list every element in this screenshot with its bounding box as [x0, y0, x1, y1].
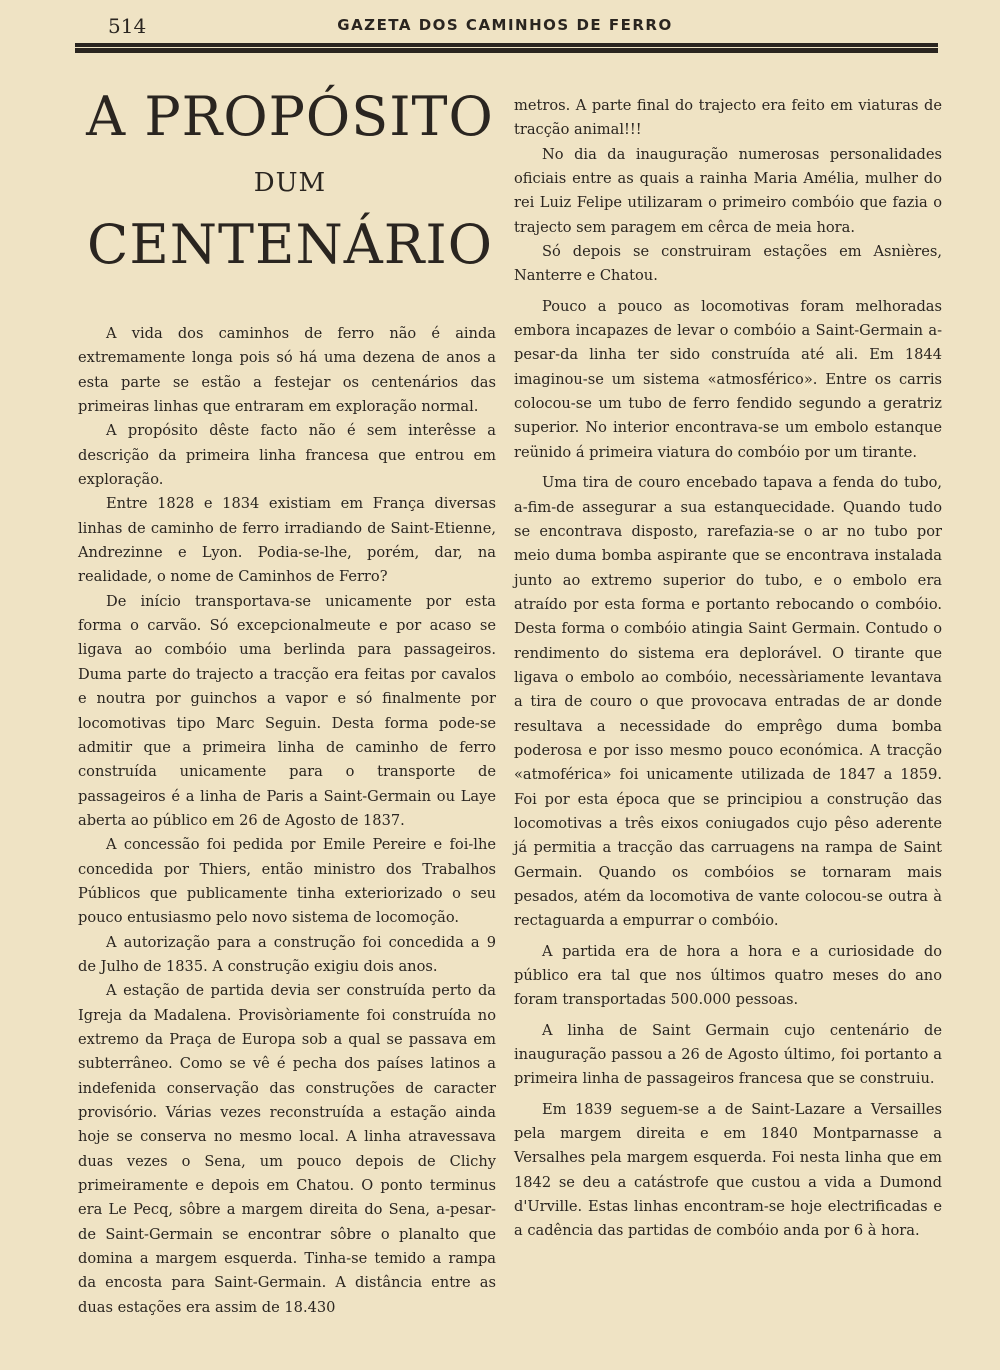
title-line-1: A PROPÓSITO	[86, 85, 494, 148]
paragraph: Em 1839 seguem-se a de Saint-Lazare a Versailles pela margem direita e em 1840 Montparnasse a Versalhes pela margem esquerda. Foi nesta linha que em 1842 se deu a catástrofe que custou a vida a Dumond d'Urville. Estas linhas encontram-se hoje electrificadas e a cadência das partidas de combóio anda por 6 à hora.	[514, 1100, 942, 1240]
paragraph: Uma tira de couro encebado tapava a fenda do tubo, a-fim-de assegurar a sua estanquecidade. Quando tudo se encontrava disposto, rarefazia-se o ar no tubo por meio duma bomba aspirante que se encontrava instalada junto ao extremo superior do tubo, e o embolo era atraído por esta forma e portanto rebocando o combóio. Desta forma o combóio atingia Saint Germain. Contudo o rendimento do sistema era deplorável. O tirante que ligava o embolo ao combóio, necessàriamente levantava a tira de couro o que provocava entradas de ar donde resultava a necessidade do emprêgo duma bomba poderosa e por isso mesmo pouco económica. A tracção «atmoférica» foi unicamente utilizada de 1847 a 1859. Foi por esta época que se principiou a construção das locomotivas a três eixos coniugados cujo pêso aderente já permitia a tracção das carruagens na rampa de Saint Germain. Quando os combóios se tornaram mais pesados, atém da locomotiva de vante colocou-se outra à rectaguarda a empurrar o combóio.	[514, 474, 942, 930]
paragraph: A concessão foi pedida por Emile Pereire e foi-lhe concedida por Thiers, então ministro dos Trabalhos Públicos que publicamente tinha exteriorizado o seu pouco entusiasmo pelo novo sistema de locomoção.	[78, 836, 496, 927]
paragraph: A linha de Saint Germain cujo centenário de inauguração passou a 26 de Agosto último, foi portanto a primeira linha de passageiros francesa que se construiu.	[514, 1021, 942, 1088]
page-header	[70, 12, 940, 42]
header-rule-thin	[75, 43, 938, 47]
paragraph: Entre 1828 e 1834 existiam em França diversas linhas de caminho de ferro irradiando de Saint-Etienne, Andrezinne e Lyon. Podia-se-lhe, porém, dar, na realidade, o nome de Caminhos de Ferro?	[78, 495, 496, 586]
paragraph: Pouco a pouco as locomotivas foram melhoradas embora incapazes de levar o combóio a Saint-Germain a-pesar-da linha ter sido construída até ali. Em 1844 imaginou-se um sistema «atmosférico». Entre os carris colocou-se um tubo de ferro fendido segundo a geratriz superior. No interior encontrava-se um embolo estanque reünido á primeira viatura do combóio por um tirante.	[514, 297, 942, 461]
paragraph: A estação de partida devia ser construída perto da Igreja da Madalena. Provisòriamente foi construída no extremo da Praça de Europa sob a qual se passava em subterrâneo. Como se vê é pecha dos países latinos a indefenida conservação das construções de caracter provisório. Várias vezes reconstruída a estação ainda hoje se conserva no mesmo local. A linha atravessava duas vezes o Sena, um pouco depois de Clichy primeiramente e depois em Chatou. O ponto terminus era Le Pecq, sôbre a margem direita do Sena, a-pesar-de Saint-Germain se encontrar sôbre o planalto que domina a margem esquerda. Tinha-se temido a rampa da encosta para Saint-Germain. A distância entre as duas estações era assim de 18.430	[78, 982, 496, 1316]
paragraph: A propósito dêste facto não é sem interêsse a descrição da primeira linha francesa que entrou em exploração.	[78, 422, 496, 489]
paragraph: A autorização para a construção foi concedida a 9 de Julho de 1835. A construção exigiu dois anos.	[78, 933, 496, 975]
paragraph-continuation: metros. A parte final do trajecto era feito em viaturas de tracção animal!!!	[514, 97, 942, 139]
paragraph: A partida era de hora a hora e a curiosidade do público era tal que nos últimos quatro meses do ano foram transportadas 500.000 pessoas.	[514, 942, 942, 1009]
page-number: 514	[108, 14, 147, 38]
header-rule-thick	[75, 48, 938, 53]
title-line-2: DUM	[253, 168, 327, 198]
paragraph: De início transportava-se unicamente por esta forma o carvão. Só excepcionalmeute e por acaso se ligava ao combóio uma berlinda para passageiros. Duma parte do trajecto a tracção era feitas por cavalos e noutra por guinchos a vapor e só finalmente por locomotivas tipo Marc Seguin. Desta forma pode-se admitir que a primeira linha de caminho de ferro construída unicamente para o transporte de passageiros é a linha de Paris a Saint-Germain ou Laye aberta ao público em 26 de Agosto de 1837.	[78, 592, 496, 829]
left-column	[78, 322, 496, 1320]
paragraph: Só depois se construiram estações em Asnières, Nanterre e Chatou.	[514, 243, 942, 285]
paragraph: No dia da inauguração numerosas personalidades oficiais entre as quais a rainha Maria Amélia, mulher do rei Luiz Felipe utilizaram o primeiro combóio que fazia o trajecto sem paragem em cêrca de meia hora.	[514, 145, 942, 236]
journal-title: GAZETA DOS CAMINHOS DE FERRO	[337, 16, 673, 34]
title-line-3: CENTENÁRIO	[87, 213, 493, 276]
paragraph: A vida dos caminhos de ferro não é ainda extremamente longa pois só há uma dezena de anos a esta parte se estão a festejar os centenários das primeiras linhas que entraram em exploração normal.	[78, 325, 496, 416]
right-column	[514, 94, 942, 1244]
article-title	[70, 85, 510, 276]
